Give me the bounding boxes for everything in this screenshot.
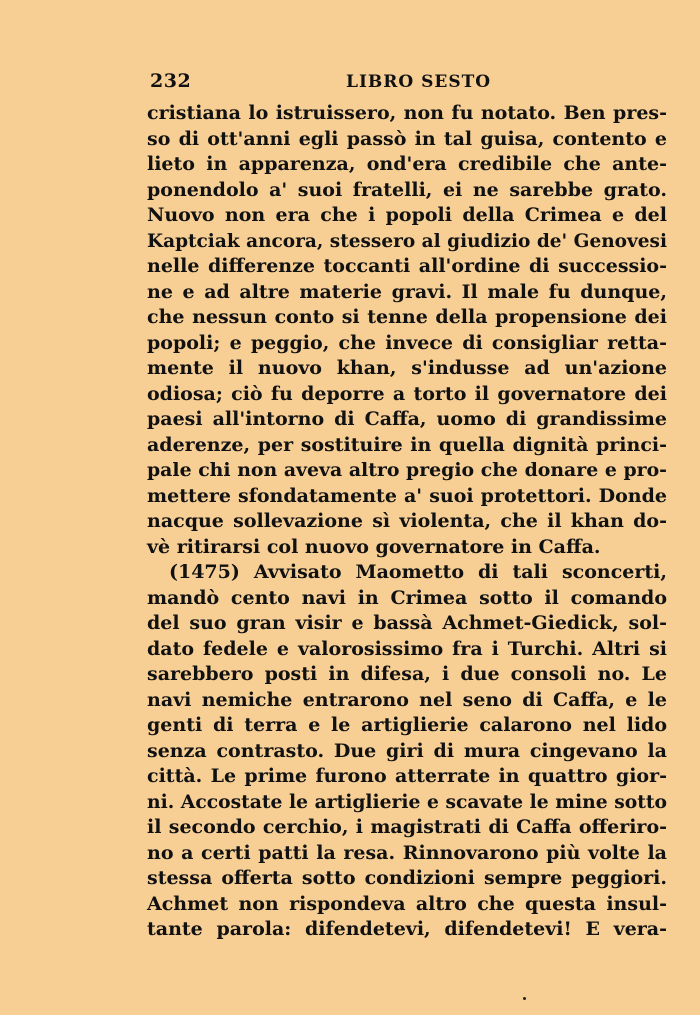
text-line: mandò cento navi in Crimea sotto il comando bbox=[147, 586, 667, 609]
text-line: sarebbero posti in difesa, i due consoli no. Le bbox=[147, 663, 667, 685]
text-line: (1475) Avvisato Maometto di tali sconcerti, bbox=[169, 561, 667, 583]
text-line: pale chi non aveva altro pregio che donare e pro- bbox=[147, 459, 667, 481]
text-line: il secondo cerchio, i magistrati di Caffa offeriro- bbox=[147, 816, 667, 838]
text-line: odiosa; ciò fu deporre a torto il governatore dei bbox=[147, 382, 667, 405]
text-line: popoli; e peggio, che invece di consigliar retta- bbox=[147, 331, 667, 354]
body-text bbox=[147, 101, 667, 943]
running-head: LIBRO SESTO bbox=[346, 72, 492, 92]
text-line: cristiana lo istruissero, non fu notato. Ben pres- bbox=[147, 102, 667, 124]
text-line: del suo gran visir e bassà Achmet-Giedick, sol- bbox=[147, 612, 667, 634]
print-speck bbox=[523, 997, 526, 1000]
text-line: Nuovo non era che i popoli della Crimea e del bbox=[147, 204, 667, 226]
page-header bbox=[150, 70, 580, 98]
text-line: senza contrasto. Due giri di mura cingevano la bbox=[147, 739, 667, 762]
text-line: lieto in apparenza, ond'era credibile che ante- bbox=[147, 153, 667, 175]
text-line: città. Le prime furono atterrate in quattro gior- bbox=[147, 765, 667, 787]
text-line: ne e ad altre materie gravi. Il male fu dunque, bbox=[147, 280, 667, 303]
text-line: genti di terra e le artiglierie calarono nel lido bbox=[147, 714, 667, 736]
text-line: nelle differenze toccanti all'ordine di successio- bbox=[147, 255, 667, 277]
text-line: so di ott'anni egli passò in tal guisa, contento e bbox=[147, 127, 667, 150]
text-line: Achmet non rispondeva altro che questa insul- bbox=[147, 892, 667, 915]
text-line: mente il nuovo khan, s'indusse ad un'azione bbox=[147, 357, 667, 379]
text-line: ni. Accostate le artiglierie e scavate le mine sotto bbox=[147, 790, 667, 813]
text-line: mettere sfondatamente a' suoi protettori. Donde bbox=[147, 484, 667, 507]
text-line: stessa offerta sotto condizioni sempre peggiori. bbox=[147, 867, 667, 889]
text-line: navi nemiche entrarono nel seno di Caffa, e le bbox=[147, 688, 667, 711]
page-number: 232 bbox=[150, 70, 192, 92]
text-line: Kaptciak ancora, stessero al giudizio de' Genovesi bbox=[147, 230, 667, 252]
text-line: che nessun conto si tenne della propensione dei bbox=[147, 306, 667, 328]
text-line: ponendolo a' suoi fratelli, ei ne sarebbe grato. bbox=[147, 178, 667, 201]
text-line: aderenze, per sostituire in quella dignità princi- bbox=[147, 433, 667, 456]
text-line: paesi all'intorno di Caffa, uomo di grandissime bbox=[147, 408, 667, 430]
text-line: dato fedele e valorosissimo fra i Turchi. Altri si bbox=[147, 637, 667, 660]
text-line: vè ritirarsi col nuovo governatore in Caffa. bbox=[147, 535, 601, 558]
text-line: no a certi patti la resa. Rinnovarono più volte la bbox=[147, 841, 667, 864]
text-line: tante parola: difendetevi, difendetevi! E vera- bbox=[147, 918, 667, 940]
text-line: nacque sollevazione sì violenta, che il khan do- bbox=[147, 510, 667, 532]
